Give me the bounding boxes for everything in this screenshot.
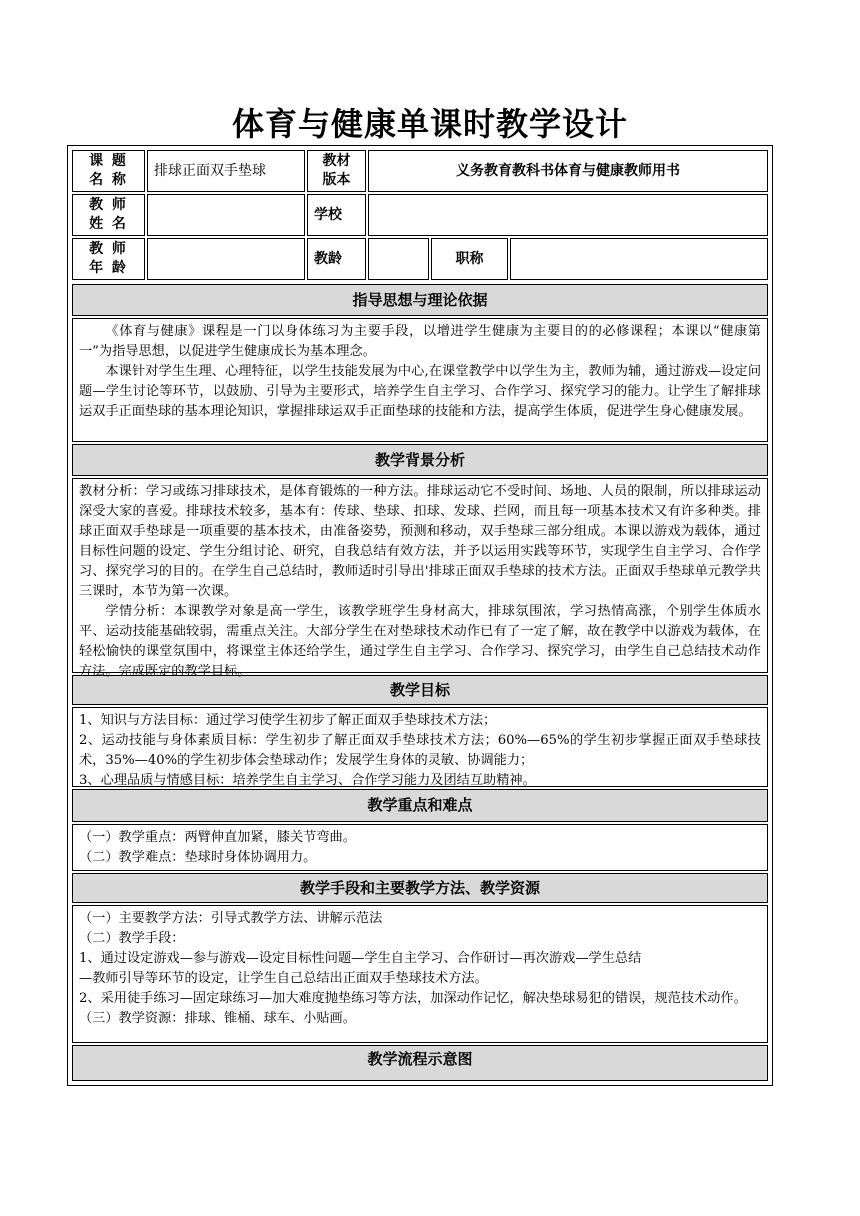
basic-info-table [70,148,770,282]
school-label: 学校 [307,194,366,236]
teacher-name-value [147,194,305,236]
key-point-line: （一）教学重点：两臂伸直加紧，膝关节弯曲。 [79,830,356,845]
background-paragraph-1: 教材分析：学习或练习排球技术，是体育锻炼的一种方法。排球运动它不受时间、场地、人员的限制，所以排球运动深受大家的喜爱。排球技术较多，基本有：传球、垫球、扣球、发球、拦网，而且每一项基本技术又有许多种类。排球正面双手垫球是一项重要的基本技术，由准备姿势，预测和移动，双手垫球三部分组成。本课以游戏为载体，通过目标性问题的设定、学生分组讨论、研究，自我总结有效方法，并予以运用实践等环节，实现学生自主学习、合作学习、探究学习的目的。在学生自己总结时，教师适时引导出'排球正面双手垫球的技术方法。正面双手垫球单元教学共三课时，本节为第一次课。 [79,484,761,599]
guiding-section-body [72,318,768,442]
textbook-version-label: 教材 版本 [307,150,366,192]
title-rank-value [510,238,768,280]
method-line: —教师引导等环节的设定，让学生自己总结出正面双手垫球技术方法。 [79,971,488,986]
guiding-section-heading: 指导思想与理论依据 [72,284,768,316]
key-points-section-body [72,824,768,871]
method-line: （一）主要教学方法：引导式教学方法、讲解示范法 [79,911,383,926]
goals-section-heading: 教学目标 [72,675,768,705]
methods-section-body [72,905,768,1043]
method-line: （二）教学手段： [79,931,185,946]
background-section-heading: 教学背景分析 [72,444,768,476]
goals-section-body [72,707,768,787]
method-line: （三）教学资源：排球、锥桶、球车、小贴画。 [79,1011,356,1026]
goal-line: 1、知识与方法目标：通过学习使学生初步了解正面双手垫球技术方法； [79,713,497,728]
flow-section-heading: 教学流程示意图 [72,1045,768,1081]
guiding-paragraph-1: 《体育与健康》课程是一门以身体练习为主要手段，以增进学生健康为主要目的的必修课程；本课以“健康第一”为指导思想，以促进学生健康成长为基本理念。 [79,324,761,359]
method-line: 1、通过设定游戏—参与游戏—设定目标性问题—学生自主学习、合作研讨—再次游戏—学生总结 [79,951,642,966]
background-section-body [72,478,768,679]
teacher-age-value [147,238,305,280]
teacher-name-label: 教 师 姓 名 [72,194,145,236]
key-point-line: （二）教学难点：垫球时身体协调用力。 [79,850,317,865]
document-title: 体育与健康单课时教学设计 [231,105,628,143]
teacher-age-label: 教 师 年 龄 [72,238,145,280]
school-value [368,194,768,236]
key-points-section-heading: 教学重点和难点 [72,789,768,822]
title-rank-label: 职称 [431,238,508,280]
teaching-years-label: 教龄 [307,238,366,280]
guiding-paragraph-2: 本课针对学生生理、心理特征，以学生技能发展为中心,在课堂教学中以学生为主，教师为辅，通过游戏—设定问题—学生讨论等环节，以鼓励、引导为主要形式，培养学生自主学习、合作学习、探究学习的能力。让学生了解排球运双手正面垫球的基本理论知识，掌握排球运双手正面垫球的技能和方法，提高学生体质，促进学生身心健康发展。 [79,364,761,419]
textbook-version-value: 义务教育教科书体育与健康教师用书 [368,150,768,192]
goal-line: 2、运动技能与身体素质目标：学生初步了解正面双手垫球技术方法；60%—65%的学生初步掌握正面双手垫球技术，35%—40%的学生初步体会垫球动作；发展学生身体的灵敏、协调能力； [79,733,761,768]
method-line: 2、采用徒手练习—固定球练习—加大难度抛垫练习等方法，加深动作记忆，解决垫球易犯的错误，规范技术动作。 [79,991,747,1006]
course-name-label: 课 题 名 称 [72,150,145,192]
methods-section-heading: 教学手段和主要教学方法、教学资源 [72,873,768,903]
course-name-value: 排球正面双手垫球 [147,150,305,192]
lesson-plan-form [67,145,773,1086]
background-paragraph-2: 学情分析：本课教学对象是高一学生，该教学班学生身材高大，排球氛围浓，学习热情高涨，个别学生体质水平、运动技能基础较弱，需重点关注。大部分学生在对垫球技术动作已有了一定了解，故在教学中以游戏为载体，在轻松愉快的课堂氛围中，将课堂主体还给学生，通过学生自主学习、合作学习、探究学习，由学生自己总结技术动作方法。完成既定的教学目标。 [79,604,761,679]
teaching-years-value [368,238,429,280]
goal-line: 3、心理品质与情感目标：培养学生自主学习、合作学习能力及团结互助精神。 [79,773,536,788]
